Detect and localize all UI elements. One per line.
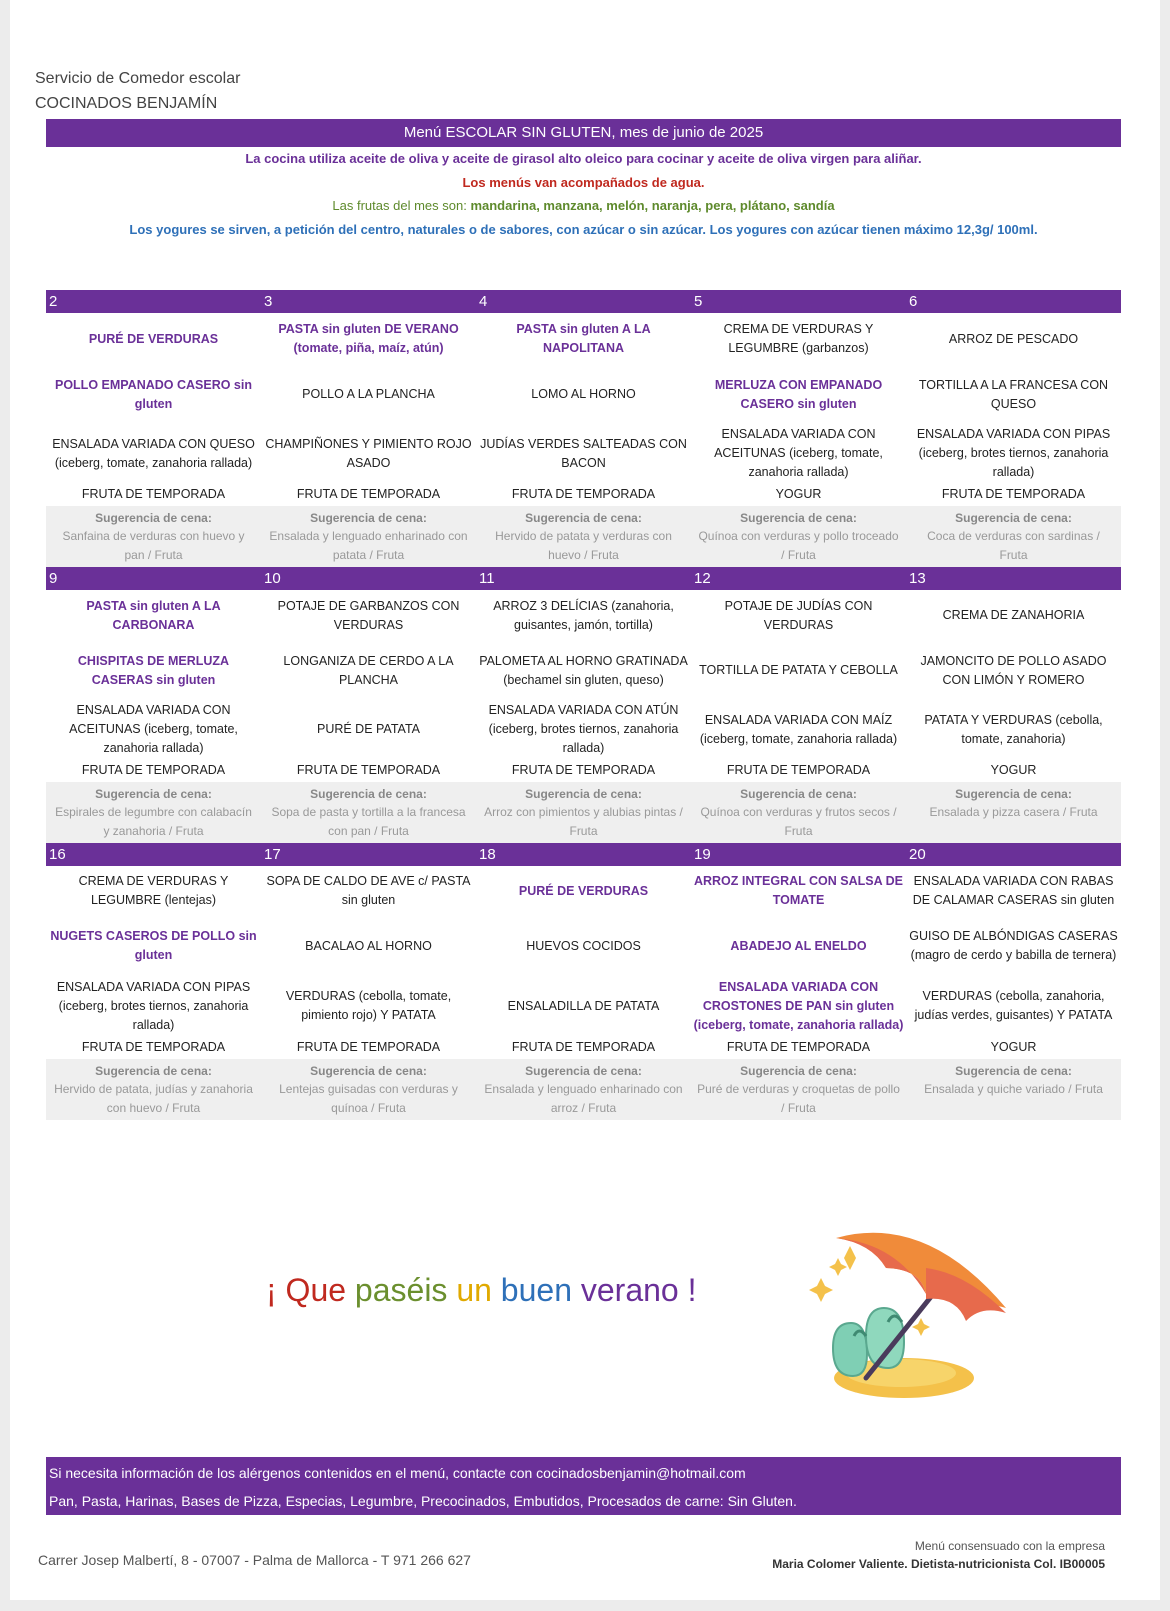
dish-item: ARROZ INTEGRAL CON SALSA DE TOMATE bbox=[693, 874, 904, 907]
dessert-item: YOGUR bbox=[990, 1040, 1037, 1054]
dessert-item: FRUTA DE TEMPORADA bbox=[296, 1040, 441, 1054]
dinner-suggestion bbox=[691, 1059, 906, 1120]
menu-title-banner: Menú ESCOLAR SIN GLUTEN, mes de junio de 2025 bbox=[46, 119, 1121, 147]
dish-item: PASTA sin gluten A LA CARBONARA bbox=[86, 598, 221, 632]
dish-item: ENSALADA VARIADA CON QUESO (iceberg, tomate, zanahoria rallada) bbox=[52, 436, 255, 470]
day-number: 13 bbox=[909, 570, 926, 587]
dessert-item: YOGUR bbox=[990, 763, 1037, 777]
dish-item: ENSALADA VARIADA CON PIPAS (iceberg, brotes tiernos, zanahoria rallada) bbox=[916, 427, 1111, 479]
suggestion-title: Sugerencia de cena: bbox=[310, 1064, 427, 1078]
dinner-suggestion bbox=[476, 1059, 691, 1120]
dessert-item: FRUTA DE TEMPORADA bbox=[511, 763, 656, 777]
suggestion-text: Espirales de legumbre con calabacín y zanahoria / Fruta bbox=[55, 805, 252, 838]
farewell-word: un bbox=[456, 1272, 492, 1308]
dish-item: CHAMPIÑONES Y PIMIENTO ROJO ASADO bbox=[265, 436, 472, 470]
suggestion-text: Quínoa con verduras y pollo troceado / Fruta bbox=[698, 529, 899, 562]
day-number: 20 bbox=[909, 846, 926, 863]
dish-item: POLLO A LA PLANCHA bbox=[302, 387, 435, 401]
day-number: 2 bbox=[49, 293, 58, 310]
dish-item: CREMA DE ZANAHORIA bbox=[942, 608, 1085, 622]
day-column bbox=[906, 590, 1121, 782]
fruits-prefix: Las frutas del mes son: bbox=[332, 198, 467, 213]
dish-item: ENSALADA VARIADA CON MAÍZ (iceberg, tomate, zanahoria rallada) bbox=[699, 712, 898, 746]
suggestion-title: Sugerencia de cena: bbox=[955, 511, 1072, 525]
dinner-suggestion bbox=[261, 782, 476, 843]
dinner-suggestion bbox=[906, 1059, 1121, 1120]
dish-item: POTAJE DE GARBANZOS CON VERDURAS bbox=[277, 598, 460, 632]
dinner-suggestion-row bbox=[46, 782, 1121, 843]
fruits-list: mandarina, manzana, melón, naranja, pera, plátano, sandía bbox=[470, 198, 835, 213]
week-block bbox=[46, 567, 1121, 843]
allergen-contact: Si necesita información de los alérgenos contenidos en el menú, contacte con cocinadosbenjamin@hotmail.com bbox=[49, 1465, 746, 1481]
dessert-item: FRUTA DE TEMPORADA bbox=[296, 487, 441, 501]
dish-item: ENSALADA VARIADA CON CROSTONES DE PAN sin gluten (iceberg, tomate, zanahoria rallada) bbox=[693, 979, 904, 1032]
suggestion-title: Sugerencia de cena: bbox=[310, 787, 427, 801]
suggestion-text: Hervido de patata y verduras con huevo / Fruta bbox=[495, 529, 672, 562]
farewell-word: buen bbox=[500, 1272, 572, 1308]
day-number: 4 bbox=[479, 293, 488, 310]
dish-item: PURÉ DE PATATA bbox=[316, 722, 421, 736]
day-number: 5 bbox=[694, 293, 703, 310]
suggestion-text: Ensalada y lenguado enharinado con arroz / Fruta bbox=[484, 1082, 683, 1115]
service-name: Servicio de Comedor escolar bbox=[35, 70, 241, 87]
dish-item: ENSALADA VARIADA CON ACEITUNAS (iceberg, tomate, zanahoria rallada) bbox=[69, 703, 238, 755]
suggestion-title: Sugerencia de cena: bbox=[955, 787, 1072, 801]
day-number: 19 bbox=[694, 846, 711, 863]
dish-item: CREMA DE VERDURAS Y LEGUMBRE (lentejas) bbox=[78, 874, 229, 907]
day-number: 10 bbox=[264, 570, 281, 587]
day-number: 3 bbox=[264, 293, 273, 310]
dessert-item: FRUTA DE TEMPORADA bbox=[81, 763, 226, 777]
dish-item: ABADEJO AL ENELDO bbox=[730, 938, 867, 953]
organization bbox=[35, 66, 240, 116]
dish-item: ENSALADA VARIADA CON PIPAS (iceberg, brotes tiernos, zanahoria rallada) bbox=[56, 979, 251, 1032]
dish-item: LOMO AL HORNO bbox=[531, 387, 636, 401]
suggestion-text: Quínoa con verduras y frutos secos / Fruta bbox=[700, 805, 897, 838]
dessert-item: YOGUR bbox=[775, 487, 822, 501]
suggestion-title: Sugerencia de cena: bbox=[740, 511, 857, 525]
dinner-suggestion bbox=[46, 506, 261, 567]
suggestion-text: Coca de verduras con sardinas / Fruta bbox=[927, 529, 1100, 562]
day-column bbox=[476, 866, 691, 1059]
day-column bbox=[691, 590, 906, 782]
suggestion-text: Sopa de pasta y tortilla a la francesa con pan / Fruta bbox=[271, 805, 466, 838]
beach-umbrella-illustration bbox=[796, 1228, 1046, 1403]
farewell-word: paséis bbox=[354, 1272, 448, 1308]
day-number: 18 bbox=[479, 846, 496, 863]
nutritionist-signature bbox=[772, 1539, 1105, 1571]
dessert-item: FRUTA DE TEMPORADA bbox=[726, 1040, 871, 1054]
dish-item: ENSALADA VARIADA CON ATÚN (iceberg, brotes tiernos, zanahoria rallada) bbox=[488, 703, 679, 755]
suggestion-title: Sugerencia de cena: bbox=[525, 511, 642, 525]
dish-item: POLLO EMPANADO CASERO sin gluten bbox=[54, 377, 252, 411]
day-column bbox=[906, 313, 1121, 506]
dish-rows bbox=[46, 313, 1121, 506]
suggestion-title: Sugerencia de cena: bbox=[740, 1064, 857, 1078]
menu-calendar bbox=[46, 290, 1121, 1120]
gluten-free-note: Pan, Pasta, Harinas, Bases de Pizza, Especias, Legumbre, Precocinados, Embutidos, Procesados de carne: Sin Gluten. bbox=[49, 1493, 797, 1509]
dinner-suggestion bbox=[691, 782, 906, 843]
menu-page bbox=[10, 0, 1160, 1600]
dessert-item: FRUTA DE TEMPORADA bbox=[511, 487, 656, 501]
dish-item: MERLUZA CON EMPANADO CASERO sin gluten bbox=[714, 377, 883, 411]
suggestion-text: Hervido de patata, judías y zanahoria con huevo / Fruta bbox=[54, 1082, 253, 1115]
day-number: 16 bbox=[49, 846, 66, 863]
suggestion-text: Puré de verduras y croquetas de pollo / Fruta bbox=[697, 1082, 900, 1115]
day-number-row bbox=[46, 567, 1121, 590]
dinner-suggestion-row bbox=[46, 1059, 1121, 1120]
dinner-suggestion bbox=[261, 506, 476, 567]
dish-item: JUDÍAS VERDES SALTEADAS CON BACON bbox=[480, 436, 687, 470]
day-column bbox=[906, 866, 1121, 1059]
signature-name: Maria Colomer Valiente. Dietista-nutricionista Col. IB00005 bbox=[772, 1557, 1105, 1571]
dish-item: ARROZ 3 DELÍCIAS (zanahoria, guisantes, jamón, tortilla) bbox=[493, 598, 674, 632]
oil-note: La cocina utiliza aceite de oliva y aceite de girasol alto oleico para cocinar y aceite de oliva virgen para aliñar. bbox=[245, 151, 922, 166]
day-number: 17 bbox=[264, 846, 281, 863]
dish-item: ENSALADA VARIADA CON ACEITUNAS (iceberg, tomate, zanahoria rallada) bbox=[714, 427, 883, 479]
dinner-suggestion bbox=[46, 782, 261, 843]
dish-item: TORTILLA DE PATATA Y CEBOLLA bbox=[699, 663, 898, 677]
suggestion-text: Lentejas guisadas con verduras y quínoa / Fruta bbox=[279, 1082, 458, 1115]
dish-item: PALOMETA AL HORNO GRATINADA (bechamel sin gluten, queso) bbox=[479, 653, 688, 687]
dinner-suggestion bbox=[261, 1059, 476, 1120]
dish-item: HUEVOS COCIDOS bbox=[526, 938, 641, 953]
dish-item: GUISO DE ALBÓNDIGAS CASERAS (magro de cerdo y babilla de ternera) bbox=[909, 929, 1118, 962]
dish-item: CREMA DE VERDURAS Y LEGUMBRE (garbanzos) bbox=[723, 322, 874, 355]
signature-line: Menú consensuado con la empresa bbox=[914, 1539, 1105, 1553]
farewell-word: ¡ Que bbox=[266, 1272, 347, 1308]
dessert-item: FRUTA DE TEMPORADA bbox=[941, 487, 1086, 501]
footer-bar bbox=[46, 1457, 1121, 1515]
dish-item: ENSALADA VARIADA CON RABAS DE CALAMAR CASERAS sin gluten bbox=[912, 874, 1115, 907]
dish-item: NUGETS CASEROS DE POLLO sin gluten bbox=[50, 929, 257, 962]
day-column bbox=[691, 866, 906, 1059]
dish-item: JAMONCITO DE POLLO ASADO CON LIMÓN Y ROMERO bbox=[920, 653, 1107, 687]
dinner-suggestion bbox=[906, 782, 1121, 843]
week-block bbox=[46, 843, 1121, 1120]
dessert-item: FRUTA DE TEMPORADA bbox=[726, 763, 871, 777]
dish-rows bbox=[46, 866, 1121, 1059]
day-number-row bbox=[46, 290, 1121, 313]
dessert-item: FRUTA DE TEMPORADA bbox=[81, 487, 226, 501]
dish-item: PASTA sin gluten DE VERANO (tomate, piña, maíz, atún) bbox=[278, 322, 459, 355]
week-block bbox=[46, 290, 1121, 567]
dish-item: ARROZ DE PESCADO bbox=[948, 331, 1079, 346]
dish-item: LONGANIZA DE CERDO A LA PLANCHA bbox=[283, 653, 454, 687]
suggestion-title: Sugerencia de cena: bbox=[525, 1064, 642, 1078]
dessert-item: FRUTA DE TEMPORADA bbox=[296, 763, 441, 777]
company-name: COCINADOS BENJAMÍN bbox=[35, 95, 218, 112]
suggestion-title: Sugerencia de cena: bbox=[95, 511, 212, 525]
dish-rows bbox=[46, 590, 1121, 782]
dish-item: PASTA sin gluten A LA NAPOLITANA bbox=[516, 322, 651, 355]
dinner-suggestion bbox=[691, 506, 906, 567]
dish-item: TORTILLA A LA FRANCESA CON QUESO bbox=[918, 377, 1109, 411]
dish-item: ENSALADILLA DE PATATA bbox=[507, 998, 660, 1013]
dinner-suggestion bbox=[476, 506, 691, 567]
fruits-note bbox=[46, 194, 1121, 218]
suggestion-title: Sugerencia de cena: bbox=[95, 787, 212, 801]
dinner-suggestion bbox=[476, 782, 691, 843]
dinner-suggestion bbox=[46, 1059, 261, 1120]
dish-item: PATATA Y VERDURAS (cebolla, tomate, zanahoria) bbox=[924, 712, 1103, 746]
suggestion-text: Ensalada y pizza casera / Fruta bbox=[929, 805, 1098, 819]
day-number: 12 bbox=[694, 570, 711, 587]
dish-item: VERDURAS (cebolla, tomate, pimiento rojo) Y PATATA bbox=[285, 989, 452, 1022]
suggestion-text: Sanfaina de verduras con huevo y pan / Fruta bbox=[62, 529, 245, 562]
day-column bbox=[261, 866, 476, 1059]
farewell-message bbox=[266, 1272, 697, 1309]
yogurt-note: Los yogures se sirven, a petición del centro, naturales o de sabores, con azúcar o sin azúcar. Los yogures con azúcar tienen máximo 12,3g/ 100ml. bbox=[129, 221, 1038, 237]
dinner-suggestion-row bbox=[46, 506, 1121, 567]
dish-item: PURÉ DE VERDURAS bbox=[88, 331, 219, 346]
dish-item: POTAJE DE JUDÍAS CON VERDURAS bbox=[724, 598, 873, 632]
day-number: 11 bbox=[479, 570, 495, 587]
day-column bbox=[261, 590, 476, 782]
dish-item: BACALAO AL HORNO bbox=[305, 938, 432, 953]
day-column bbox=[476, 313, 691, 506]
day-column bbox=[476, 590, 691, 782]
day-column bbox=[46, 866, 261, 1059]
farewell-word: verano ! bbox=[580, 1272, 697, 1308]
day-number-row bbox=[46, 843, 1121, 866]
day-number: 6 bbox=[909, 293, 918, 310]
suggestion-text: Ensalada y quiche variado / Fruta bbox=[924, 1082, 1103, 1096]
dessert-item: FRUTA DE TEMPORADA bbox=[511, 1040, 656, 1054]
water-note: Los menús van acompañados de agua. bbox=[462, 174, 705, 190]
dish-item: CHISPITAS DE MERLUZA CASERAS sin gluten bbox=[77, 653, 230, 687]
day-column bbox=[261, 313, 476, 506]
dessert-item: FRUTA DE TEMPORADA bbox=[81, 1040, 226, 1054]
dish-item: PURÉ DE VERDURAS bbox=[518, 883, 649, 898]
suggestion-title: Sugerencia de cena: bbox=[955, 1064, 1072, 1078]
menu-notes bbox=[46, 147, 1121, 241]
dish-item: SOPA DE CALDO DE AVE c/ PASTA sin gluten bbox=[266, 874, 471, 907]
suggestion-title: Sugerencia de cena: bbox=[310, 511, 427, 525]
day-number: 9 bbox=[49, 570, 58, 587]
day-column bbox=[691, 313, 906, 506]
suggestion-text: Ensalada y lenguado enharinado con patata / Fruta bbox=[269, 529, 468, 562]
day-column bbox=[46, 313, 261, 506]
suggestion-title: Sugerencia de cena: bbox=[525, 787, 642, 801]
suggestion-title: Sugerencia de cena: bbox=[740, 787, 857, 801]
suggestion-text: Arroz con pimientos y alubias pintas / Fruta bbox=[484, 805, 683, 838]
dinner-suggestion bbox=[906, 506, 1121, 567]
suggestion-title: Sugerencia de cena: bbox=[95, 1064, 212, 1078]
day-column bbox=[46, 590, 261, 782]
company-address: Carrer Josep Malbertí, 8 - 07007 - Palma de Mallorca - T 971 266 627 bbox=[38, 1552, 471, 1568]
dish-item: VERDURAS (cebolla, zanahoria, judías verdes, guisantes) Y PATATA bbox=[914, 989, 1113, 1022]
